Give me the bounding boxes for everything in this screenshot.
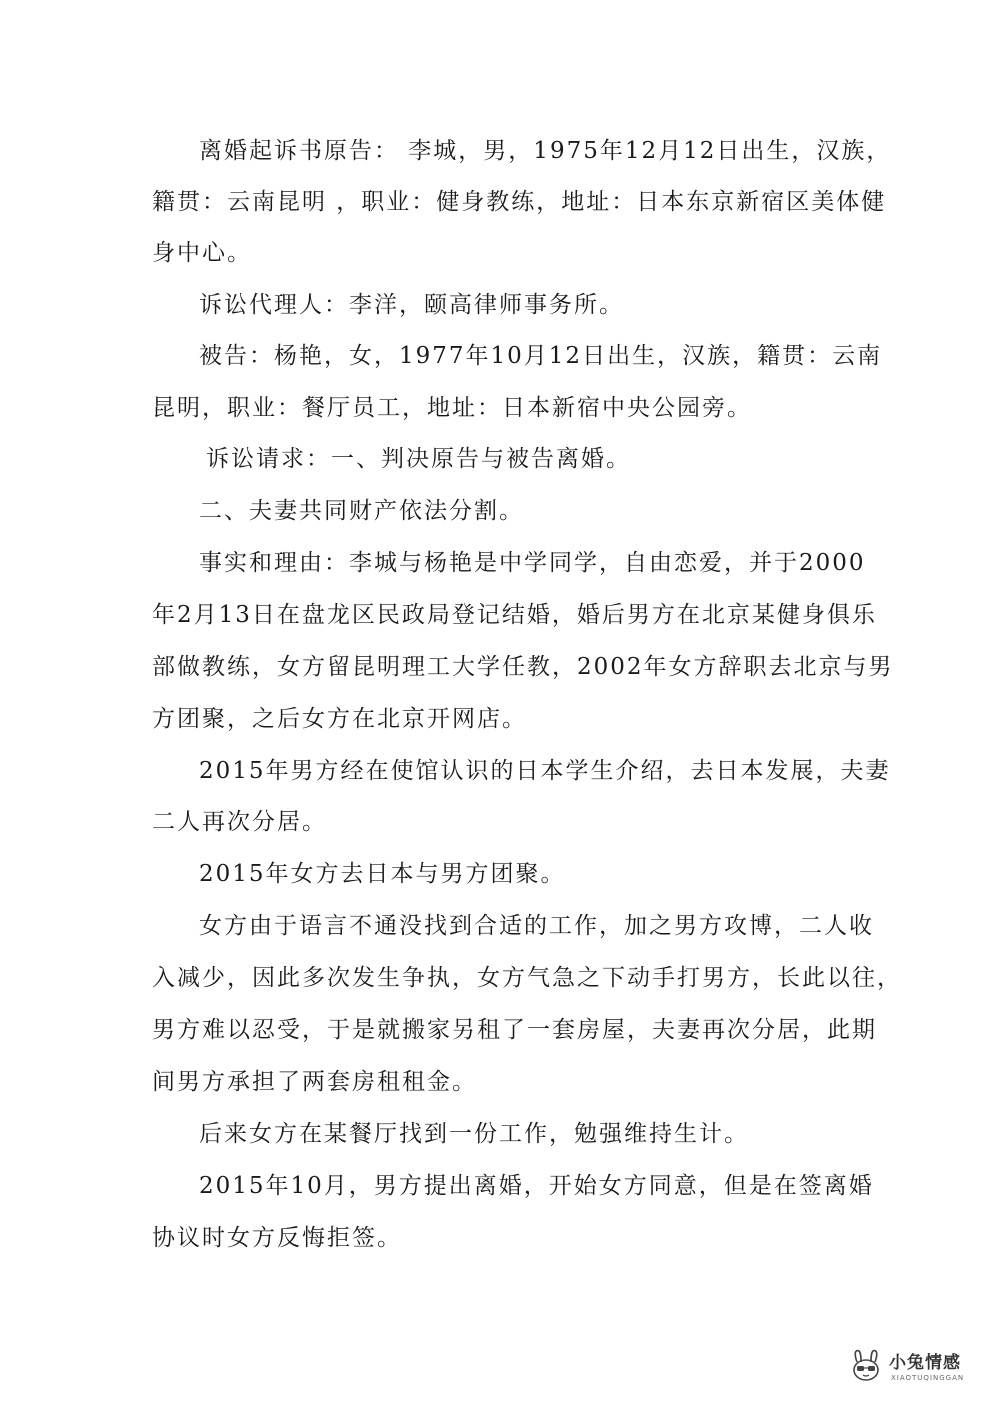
watermark-subtitle: XIAOTUQINGGAN: [891, 1374, 965, 1382]
text-line: 部做教练，女方留昆明理工大学任教，2002年女方辞职去北京与男: [152, 654, 894, 680]
text-line: 籍贯：云南昆明 ，职业：健身教练，地址：日本东京新宿区美体健: [152, 189, 887, 215]
text-line: 年2月13日在盘龙区民政局登记结婚，婚后男方在北京某健身俱乐: [152, 602, 877, 628]
text-line: 2015年女方去日本与男方团聚。: [199, 861, 566, 887]
rabbit-logo-icon: [849, 1348, 885, 1384]
text-line: 诉讼请求：一、判决原告与被告离婚。: [206, 446, 631, 472]
text-line: 后来女方在某餐厅找到一份工作，勉强维持生计。: [199, 1121, 749, 1147]
text-line: 诉讼代理人：李洋，颐高律师事务所。: [199, 292, 624, 318]
text-line: 2015年10月，男方提出离婚，开始女方同意，但是在签离婚: [199, 1173, 874, 1199]
watermark-title: 小兔情感: [889, 1353, 961, 1373]
text-line: 协议时女方反悔拒签。: [152, 1225, 402, 1251]
text-line: 男方难以忍受，于是就搬家另租了一套房屋，夫妻再次分居，此期: [152, 1017, 877, 1043]
text-line: 事实和理由：李城与杨艳是中学同学，自由恋爱，并于2000: [199, 550, 866, 576]
watermark: [845, 1340, 985, 1394]
text-line: 女方由于语言不通没找到合适的工作，加之男方攻博，二人收: [199, 913, 874, 939]
text-line: 方团聚，之后女方在北京开网店。: [152, 706, 527, 732]
text-line: 间男方承担了两套房租租金。: [152, 1069, 477, 1095]
text-line: 二、夫妻共同财产依法分割。: [199, 498, 524, 524]
text-line: 入减少，因此多次发生争执，女方气急之下动手打男方，长此以往，: [152, 965, 902, 991]
text-line: 昆明，职业：餐厅员工，地址：日本新宿中央公园旁。: [152, 395, 752, 421]
text-line: 离婚起诉书原告： 李城，男，1975年12月12日出生，汉族，: [199, 138, 892, 164]
text-line: 被告：杨艳，女，1977年10月12日出生，汉族，籍贯：云南: [199, 343, 883, 369]
text-line: 2015年男方经在使馆认识的日本学生介绍，去日本发展，夫妻: [199, 758, 891, 784]
text-line: 二人再次分居。: [152, 809, 327, 835]
text-line: 身中心。: [152, 240, 252, 266]
